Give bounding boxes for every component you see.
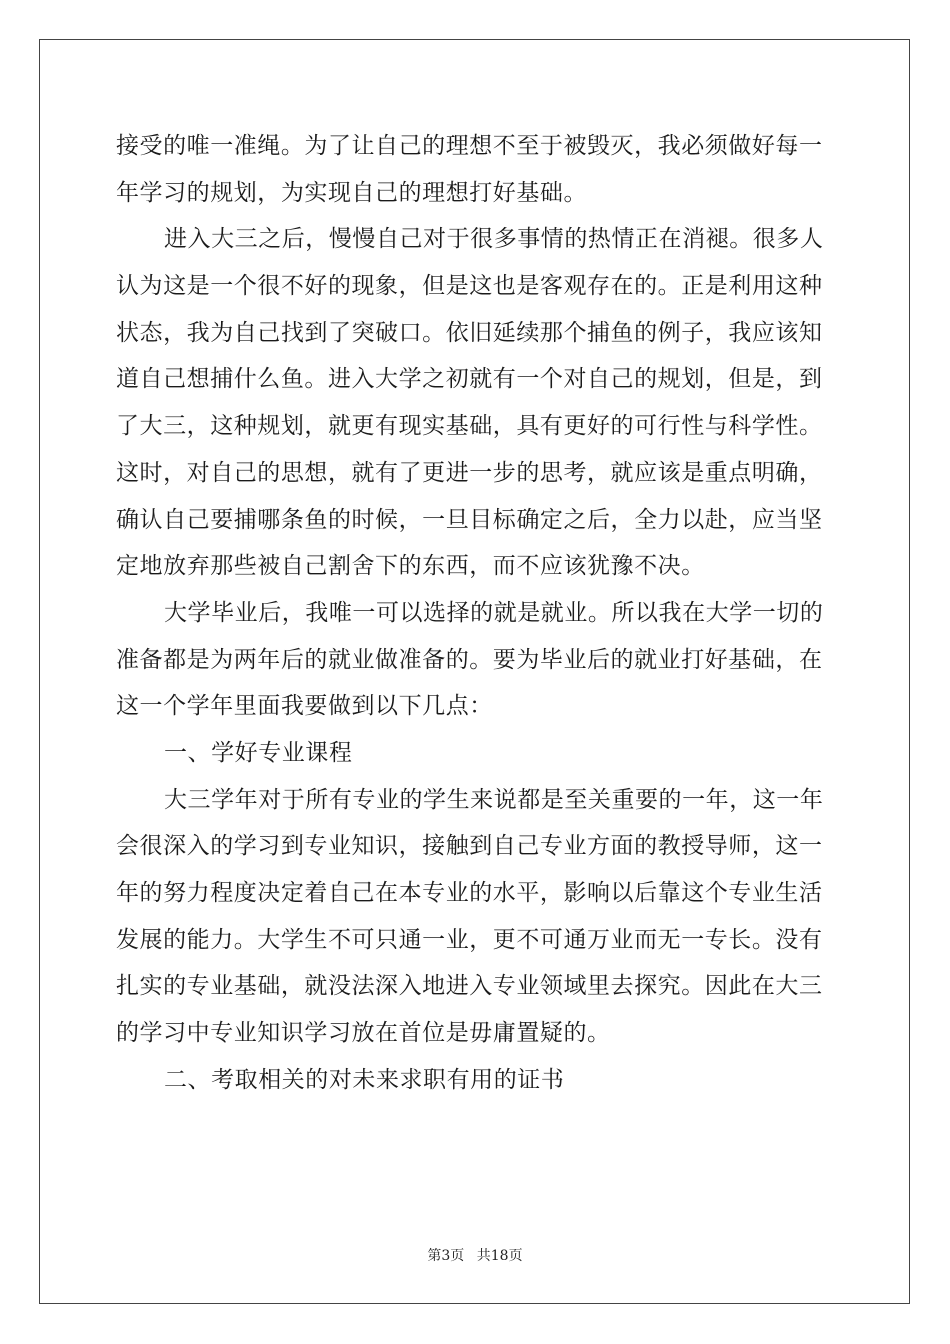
- text-line: 认为这是一个很不好的现象，但是这也是客观存在的。正是利用这种: [116, 273, 823, 300]
- text-line: 这一个学年里面我要做到以下几点：: [116, 693, 493, 720]
- text-line: 的学习中专业知识学习放在首位是毋庸置疑的。: [116, 1020, 611, 1047]
- text-line: 接受的唯一准绳。为了让自己的理想不至于被毁灭，我必须做好每一: [116, 133, 823, 159]
- text-line: 发展的能力。大学生不可只通一业，更不可通万业而无一专长。没有: [116, 926, 823, 953]
- paragraph-start-line: 大三学年对于所有专业的学生来说都是至关重要的一年，这一年: [164, 786, 824, 813]
- text-line: 年学习的规划，为实现自己的理想打好基础。: [116, 179, 587, 206]
- section-heading: 一、学好专业课程: [164, 739, 353, 766]
- text-line: 了大三，这种规划，就更有现实基础，具有更好的可行性与科学性。: [116, 413, 823, 440]
- document-body: [116, 123, 836, 1103]
- page-number: 第3页: [427, 1248, 465, 1264]
- text-line: 准备都是为两年后的就业做准备的。要为毕业后的就业打好基础，在: [116, 646, 823, 673]
- text-line: 会很深入的学习到专业知识，接触到自己专业方面的教授导师，这一: [116, 833, 823, 860]
- text-line: 确认自己要捕哪条鱼的时候，一旦目标确定之后，全力以赴，应当坚: [116, 506, 823, 533]
- text-line: 扎实的专业基础，就没法深入地进入专业领域里去探究。因此在大三: [116, 973, 823, 1000]
- text-line: 道自己想捕什么鱼。进入大学之初就有一个对自己的规划，但是，到: [116, 366, 823, 393]
- paragraph-start-line: 进入大三之后，慢慢自己对于很多事情的热情正在消褪。很多人: [164, 226, 824, 253]
- section-heading: 二、考取相关的对未来求职有用的证书: [164, 1066, 565, 1093]
- paragraph-start-line: 大学毕业后，我唯一可以选择的就是就业。所以我在大学一切的: [164, 599, 824, 626]
- text-line: 年的努力程度决定着自己在本专业的水平，影响以后靠这个专业生活: [116, 880, 823, 906]
- page-footer: [0, 1245, 950, 1265]
- text-line: 定地放弃那些被自己割舍下的东西，而不应该犹豫不决。: [116, 553, 705, 580]
- text-line: 这时，对自己的思想，就有了更进一步的思考，就应该是重点明确，: [116, 459, 823, 486]
- text-line: 状态，我为自己找到了突破口。依旧延续那个捕鱼的例子，我应该知: [116, 319, 823, 346]
- page-total: 共18页: [476, 1248, 523, 1264]
